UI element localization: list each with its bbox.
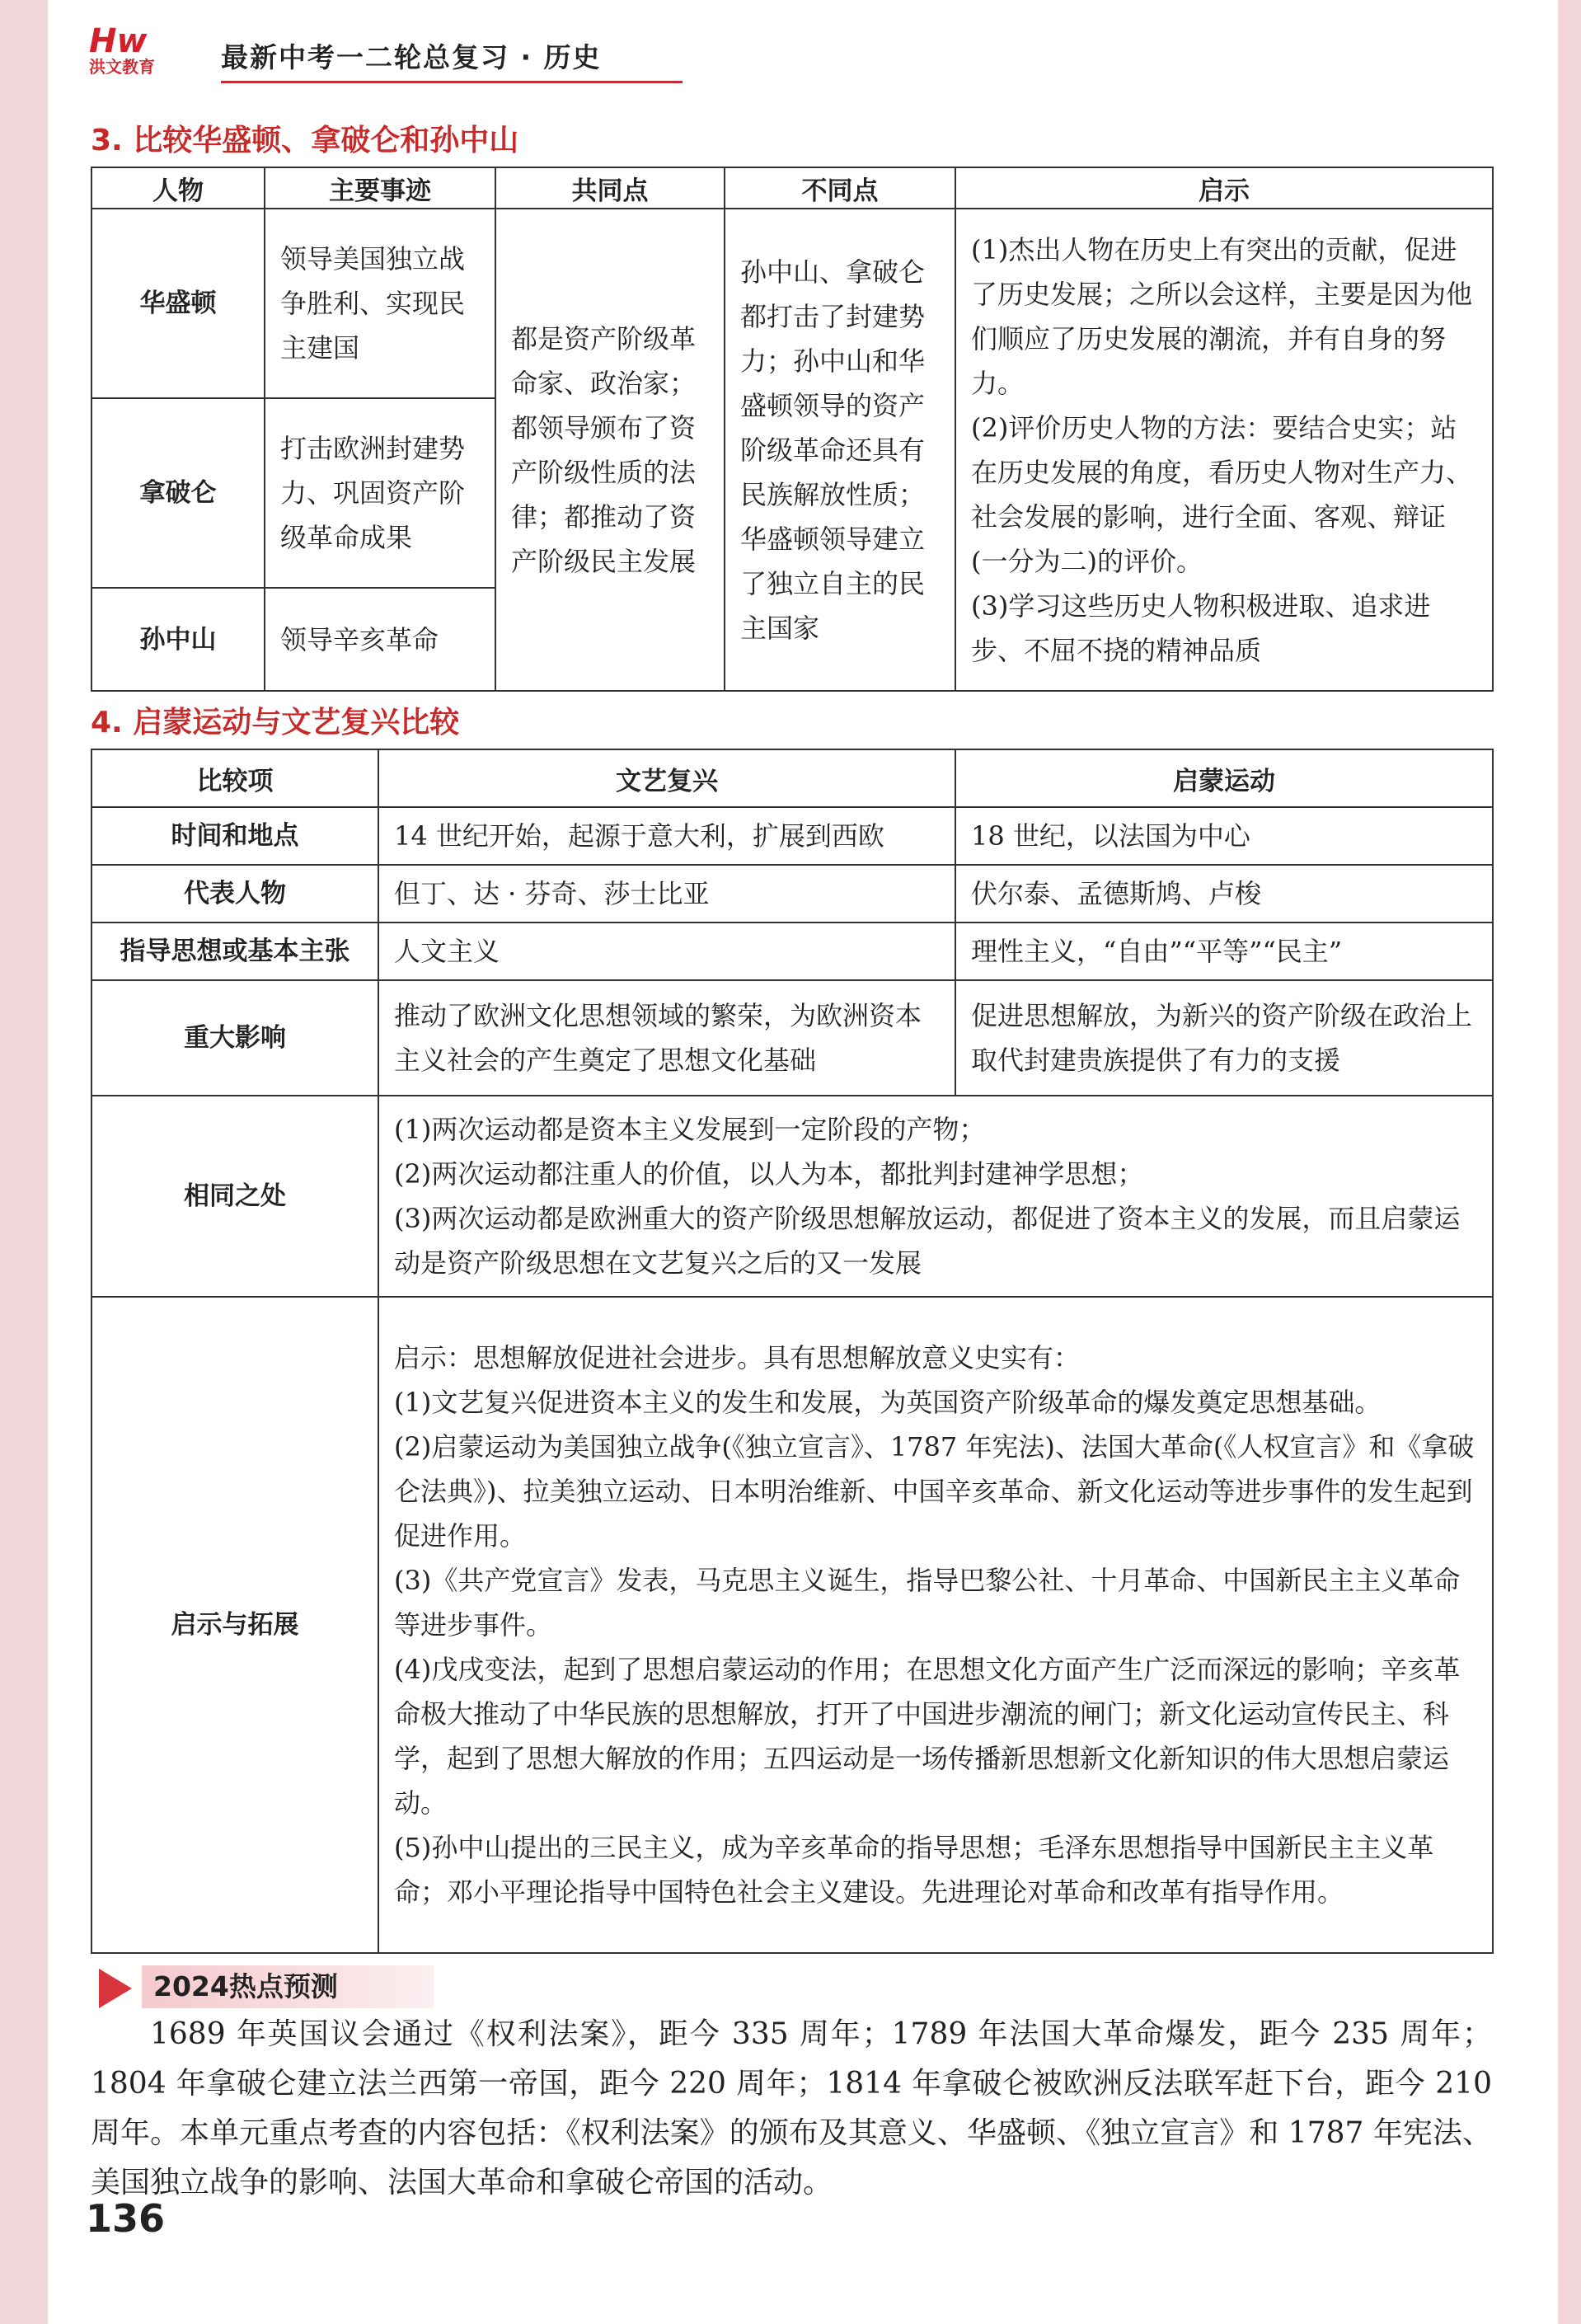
deeds-cell: 领导辛亥革命	[265, 588, 495, 691]
similar-line: (2)两次运动都注重人的价值，以人为本，都批判封建神学思想；	[394, 1158, 1144, 1190]
enlightenment-cell: 伏尔泰、孟德斯鸠、卢梭	[955, 865, 1493, 923]
table-header-row	[91, 749, 1493, 807]
insight-cell	[955, 209, 1493, 691]
renaissance-cell: 14 世纪开始，起源于意大利，扩展到西欧	[378, 807, 955, 865]
column-header: 文艺复兴	[378, 749, 955, 807]
item-cell: 指导思想或基本主张	[91, 923, 378, 980]
page-header	[89, 22, 1565, 91]
table-row	[91, 980, 1493, 1096]
insight-line: (5)孙中山提出的三民主义，成为辛亥革命的指导思想；毛泽东思想指导中国新民主主义革命；邓小平理论指导中国特色社会主义建设。先进理论对革命和改革有指导作用。	[394, 1832, 1434, 1908]
insight-line: 启示：思想解放促进社会进步。具有思想解放意义史实有：	[394, 1342, 1081, 1373]
similar-cell	[378, 1096, 1493, 1297]
arrow-icon	[99, 1969, 132, 2008]
logo-brand: 洪文教育	[89, 57, 155, 77]
hot-topic-paragraph: 1689 年英国议会通过《权利法案》，距今 335 周年；1789 年法国大革命爆发，距今 235 周年；1804 年拿破仑建立法兰西第一帝国，距今 220 周年；1814 年拿破仑被欧洲反法联军赶下台，距今 210 周年。本单元重点考查的内容包括：《权利法案》的颁布及其意义、华盛顿、《独立宣言》和 1787 年宪法、美国独立战争的影响、法国大革命和拿破仑帝国的活动。	[91, 2017, 1492, 2200]
person-cell: 孙中山	[91, 588, 265, 691]
deeds-cell: 打击欧洲封建势力、巩固资产阶级革命成果	[265, 398, 495, 588]
page-frame-left	[0, 0, 48, 2324]
insight-line: (4)戊戌变法，起到了思想启蒙运动的作用；在思想文化方面产生广泛而深远的影响；辛亥革命极大推动了中华民族的思想解放，打开了中国进步潮流的闸门；新文化运动宣传民主、科学，起到了思想大解放的作用；五四运动是一场传播新思想新文化新知识的伟大思想启蒙运动。	[394, 1654, 1461, 1819]
item-cell: 重大影响	[91, 980, 378, 1096]
page-number: 136	[86, 2196, 166, 2241]
column-header: 比较项	[91, 749, 378, 807]
insight-line: (3)《共产党宣言》发表，马克思主义诞生，指导巴黎公社、十月革命、中国新民主主义革命等进步事件。	[394, 1565, 1461, 1641]
book-title: 最新中考一二轮总复习 · 历史	[221, 41, 602, 73]
publisher-logo	[89, 22, 204, 84]
difference-cell: 孙中山、拿破仑都打击了封建势力；孙中山和华盛顿领导的资产阶级革命还具有民族解放性质；华盛顿领导建立了独立自主的民主国家	[725, 209, 955, 691]
table-row	[91, 1096, 1493, 1297]
table-row	[91, 209, 1493, 398]
insight-line: (2)启蒙运动为美国独立战争(《独立宣言》、1787 年宪法)、法国大革命(《人权宣言》和《拿破仑法典》)、拉美独立运动、日本明治维新、中国辛亥革命、新文化运动等进步事件的发生起到促进作用。	[394, 1431, 1475, 1552]
enlightenment-cell: 促进思想解放，为新兴的资产阶级在政治上取代封建贵族提供了有力的支援	[955, 980, 1493, 1096]
person-cell: 拿破仑	[91, 398, 265, 588]
column-header: 启蒙运动	[955, 749, 1493, 807]
insight-line: (1)杰出人物在历史上有突出的贡献，促进了历史发展；之所以会这样，主要是因为他们顺应了历史发展的潮流，并有自身的努力。	[971, 233, 1473, 399]
common-cell: 都是资产阶级革命家、政治家；都领导颁布了资产阶级性质的法律；都推动了资产阶级民主发展	[495, 209, 725, 691]
insight-line: (3)学习这些历史人物积极进取、追求进步、不屈不挠的精神品质	[971, 589, 1431, 666]
section-4-title: 4. 启蒙运动与文艺复兴比较	[91, 706, 460, 739]
person-cell: 华盛顿	[91, 209, 265, 398]
similar-line: (1)两次运动都是资本主义发展到一定阶段的产物；	[394, 1114, 986, 1145]
insight-line: (1)文艺复兴促进资本主义的发生和发展，为英国资产阶级革命的爆发奠定思想基础。	[394, 1387, 1382, 1418]
renaissance-cell: 人文主义	[378, 923, 955, 980]
hot-topic-label: 2024热点预测	[142, 1965, 434, 2008]
renaissance-cell: 但丁、达 · 芬奇、莎士比亚	[378, 865, 955, 923]
enlightenment-cell: 理性主义，“自由”“平等”“民主”	[955, 923, 1493, 980]
renaissance-cell: 推动了欧洲文化思想领域的繁荣，为欧洲资本主义社会的产生奠定了思想文化基础	[378, 980, 955, 1096]
column-header: 人物	[91, 167, 265, 209]
column-header: 共同点	[495, 167, 725, 209]
enlightenment-cell: 18 世纪，以法国为中心	[955, 807, 1493, 865]
table-row	[91, 1297, 1493, 1953]
item-cell: 时间和地点	[91, 807, 378, 865]
table-row	[91, 923, 1493, 980]
table-row	[91, 807, 1493, 865]
header-divider	[221, 81, 683, 83]
comparison-table-figures	[91, 167, 1494, 692]
item-cell: 相同之处	[91, 1096, 378, 1297]
page-frame-right	[1558, 0, 1581, 2324]
table-header-row	[91, 167, 1493, 209]
item-cell: 代表人物	[91, 865, 378, 923]
item-cell: 启示与拓展	[91, 1297, 378, 1953]
insight-line: (2)评价历史人物的方法：要结合史实；站在历史发展的角度，看历史人物对生产力、社会发展的影响，进行全面、客观、辩证(一分为二)的评价。	[971, 411, 1473, 577]
section-3-title: 3. 比较华盛顿、拿破仑和孙中山	[91, 124, 519, 157]
logo-mark: Hw	[89, 22, 148, 60]
table-row	[91, 865, 1493, 923]
column-header: 不同点	[725, 167, 955, 209]
similar-line: (3)两次运动都是欧洲重大的资产阶级思想解放运动，都促进了资本主义的发展，而且启蒙运动是资产阶级思想在文艺复兴之后的又一发展	[394, 1203, 1461, 1279]
insight-extension-cell	[378, 1297, 1493, 1953]
column-header: 启示	[955, 167, 1493, 209]
comparison-table-movements	[91, 749, 1494, 1954]
page	[48, 0, 1558, 2324]
deeds-cell: 领导美国独立战争胜利、实现民主建国	[265, 209, 495, 398]
column-header: 主要事迹	[265, 167, 495, 209]
